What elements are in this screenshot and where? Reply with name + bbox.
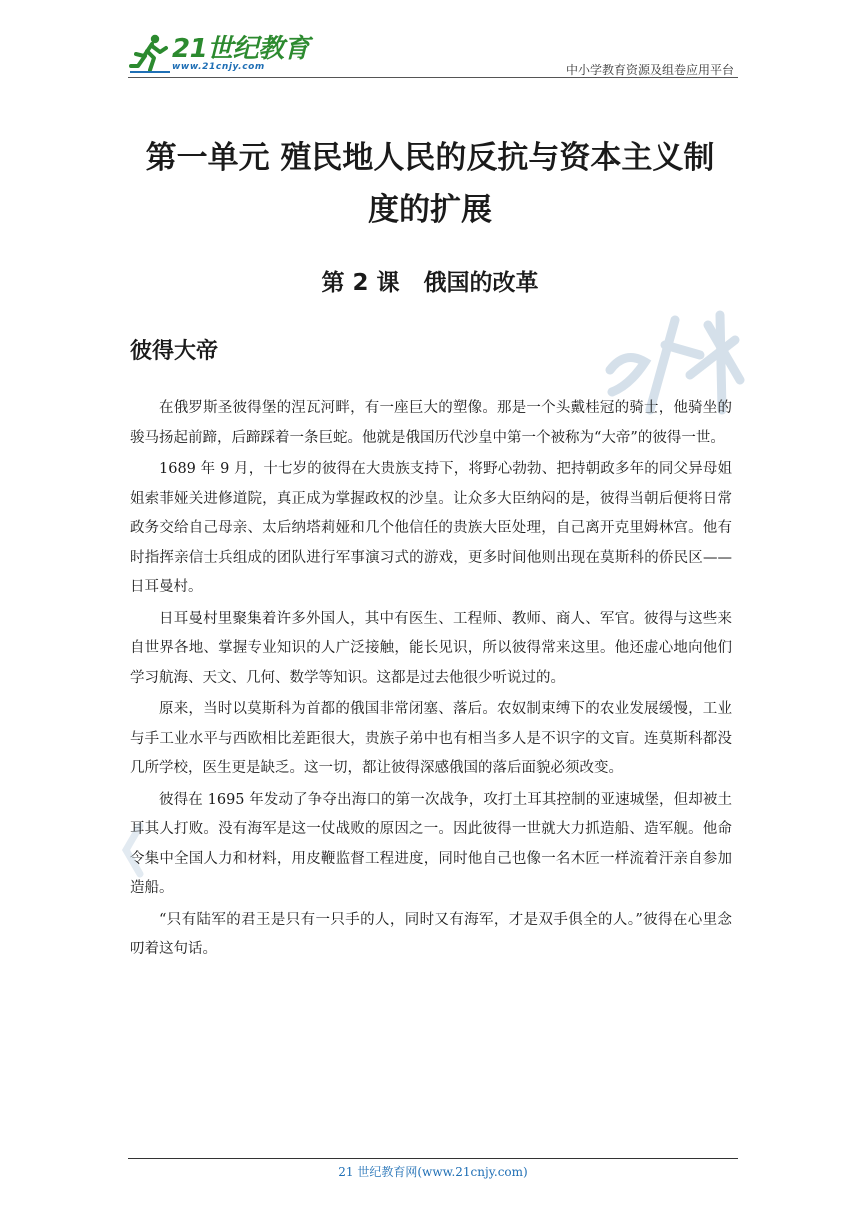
footer-divider: [128, 1158, 738, 1159]
lesson-title: 第 2 课 俄国的改革: [321, 270, 539, 296]
unit-title-line1: 第一单元 殖民地人民的反抗与资本主义制: [145, 140, 715, 176]
paragraph: “只有陆军的君王是只有一只手的人，同时又有海军，才是双手俱全的人。”彼得在心里念叨着这句话。: [130, 911, 732, 957]
unit-title: [120, 132, 740, 236]
article-body: [130, 394, 732, 967]
section-heading: 彼得大帝: [130, 339, 219, 364]
paragraph: 在俄罗斯圣彼得堡的涅瓦河畔，有一座巨大的塑像。那是一个头戴桂冠的骑士，他骑坐的骏马扬起前蹄，后蹄踩着一条巨蛇。他就是俄国历代沙皇中第一个被称为“大帝”的彼得一世。: [130, 400, 732, 446]
logo-url: www.21cnjy.com: [172, 62, 265, 72]
page-header: [128, 30, 738, 80]
runner-icon: [128, 32, 172, 76]
unit-title-line2: 度的扩展: [368, 192, 492, 228]
paragraph: 1689 年 9 月，十七岁的彼得在大贵族支持下，将野心勃勃、把持朝政多年的同父异母姐姐索菲娅关进修道院，真正成为掌握政权的沙皇。让众多大臣纳闷的是，彼得当朝后便将日常政务交给自己母亲、太后纳塔莉娅和几个他信任的贵族大臣处理，自己离开克里姆林宫。他有时指挥亲信士兵组成的团队进行军事演习式的游戏，更多时间他则出现在莫斯科的侨民区——日耳曼村。: [130, 461, 732, 595]
logo: [128, 32, 310, 76]
paragraph: 原来，当时以莫斯科为首都的俄国非常闭塞、落后。农奴制束缚下的农业发展缓慢，工业与手工业水平与西欧相比差距很大，贵族子弟中也有相当多人是不识字的文盲。连莫斯科都没几所学校，医生更是缺乏。这一切，都让彼得深感俄国的落后面貌必须改变。: [130, 701, 732, 776]
paragraph: 日耳曼村里聚集着许多外国人，其中有医生、工程师、教师、商人、军官。彼得与这些来自世界各地、掌握专业知识的人广泛接触，能长见识，所以彼得常来这里。他还虚心地向他们学习航海、天文、几何、数学等知识。这都是过去他很少听说过的。: [130, 610, 732, 686]
header-divider: [128, 77, 738, 78]
platform-label: 中小学教育资源及组卷应用平台: [565, 63, 734, 77]
footer-text: 21 世纪教育网(www.21cnjy.com): [338, 1165, 528, 1179]
paragraph: 彼得在 1695 年发动了争夺出海口的第一次战争，攻打土耳其控制的亚速城堡，但却被土耳其人打败。没有海军是这一仗战败的原因之一。因此彼得一世就大力抓造船、造军舰。他命令集中全国人力和材料，用皮鞭监督工程进度，同时他自己也像一名木匠一样流着汗亲自参加造船。: [130, 791, 732, 896]
logo-text: 21世纪教育: [172, 34, 310, 64]
